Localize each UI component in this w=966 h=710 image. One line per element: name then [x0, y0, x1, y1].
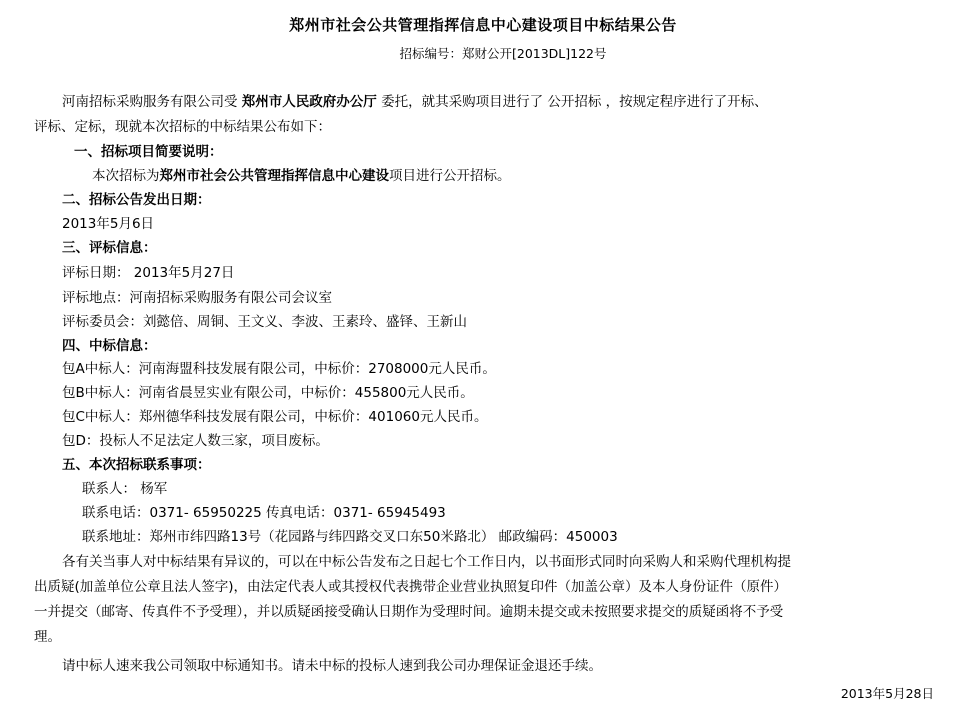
objection-line-2: 出质疑(加盖单位公章且法人签字)，由法定代表人或其授权代表携带企业营业执照复印件（加盖公章）及本人身份证件（原件）: [34, 579, 788, 595]
package-a-winner: 包A中标人：河南海盟科技发展有限公司，中标价：2708000元人民币。: [62, 361, 496, 377]
contact-address: 联系地址：郑州市纬四路13号（花园路与纬四路交叉口东50米路北） 邮政编码：450003: [82, 529, 618, 545]
project-name: 郑州市社会公共管理指挥信息中心建设: [159, 168, 389, 184]
evaluation-date: 评标日期： 2013年5月27日: [62, 265, 235, 281]
notice-text: 请中标人速来我公司领取中标通知书。请未中标的投标人速到我公司办理保证金退还手续。: [62, 658, 602, 674]
package-c-winner: 包C中标人：郑州德华科技发展有限公司，中标价：401060元人民币。: [62, 409, 488, 425]
intro-line-2: 评标、定标，现就本次招标的中标结果公布如下：: [34, 119, 331, 135]
purchaser-name: 郑州市人民政府办公厅: [241, 94, 377, 110]
bid-number: 招标编号：郑财公开[2013DL]122号: [399, 46, 607, 61]
section-3-heading: 三、评标信息：: [62, 240, 157, 256]
section-1-text: 本次招标为郑州市社会公共管理指挥信息中心建设项目进行公开招标。: [92, 168, 511, 184]
announcement-date: 2013年5月6日: [62, 216, 155, 232]
contact-phone: 联系电话：0371- 65950225 传真电话：0371- 65945493: [82, 505, 446, 521]
package-d-status: 包D：投标人不足法定人数三家，项目废标。: [62, 433, 329, 449]
intro-line-1: 河南招标采购服务有限公司受 郑州市人民政府办公厅 委托，就其采购项目进行了 公开招标 ，按规定程序进行了开标、: [62, 94, 768, 110]
evaluation-committee: 评标委员会：刘懿倍、周铜、王文义、李波、王素玲、盛铎、王新山: [62, 314, 467, 330]
package-b-winner: 包B中标人：河南省晨昱实业有限公司，中标价：455800元人民币。: [62, 385, 474, 401]
evaluation-place: 评标地点：河南招标采购服务有限公司会议室: [62, 290, 332, 306]
objection-line-3: 一并提交（邮寄、传真件不予受理），并以质疑函接受确认日期作为受理时间。逾期未提交或未按照要求提交的质疑函将不予受: [34, 604, 784, 620]
objection-line-4: 理。: [34, 629, 61, 645]
section-4-heading: 四、中标信息：: [62, 338, 157, 354]
objection-line-1: 各有关当事人对中标结果有异议的，可以在中标公告发布之日起七个工作日内，以书面形式同时向采购人和采购代理机构提: [62, 554, 791, 570]
page-title: 郑州市社会公共管理指挥信息中心建设项目中标结果公告: [289, 16, 677, 34]
section-5-heading: 五、本次招标联系事项：: [62, 457, 211, 473]
footer-date: 2013年5月28日: [840, 686, 934, 701]
section-2-heading: 二、招标公告发出日期：: [62, 192, 211, 208]
section-1-heading: 一、招标项目简要说明：: [74, 144, 223, 160]
contact-person: 联系人： 杨军: [82, 481, 168, 497]
